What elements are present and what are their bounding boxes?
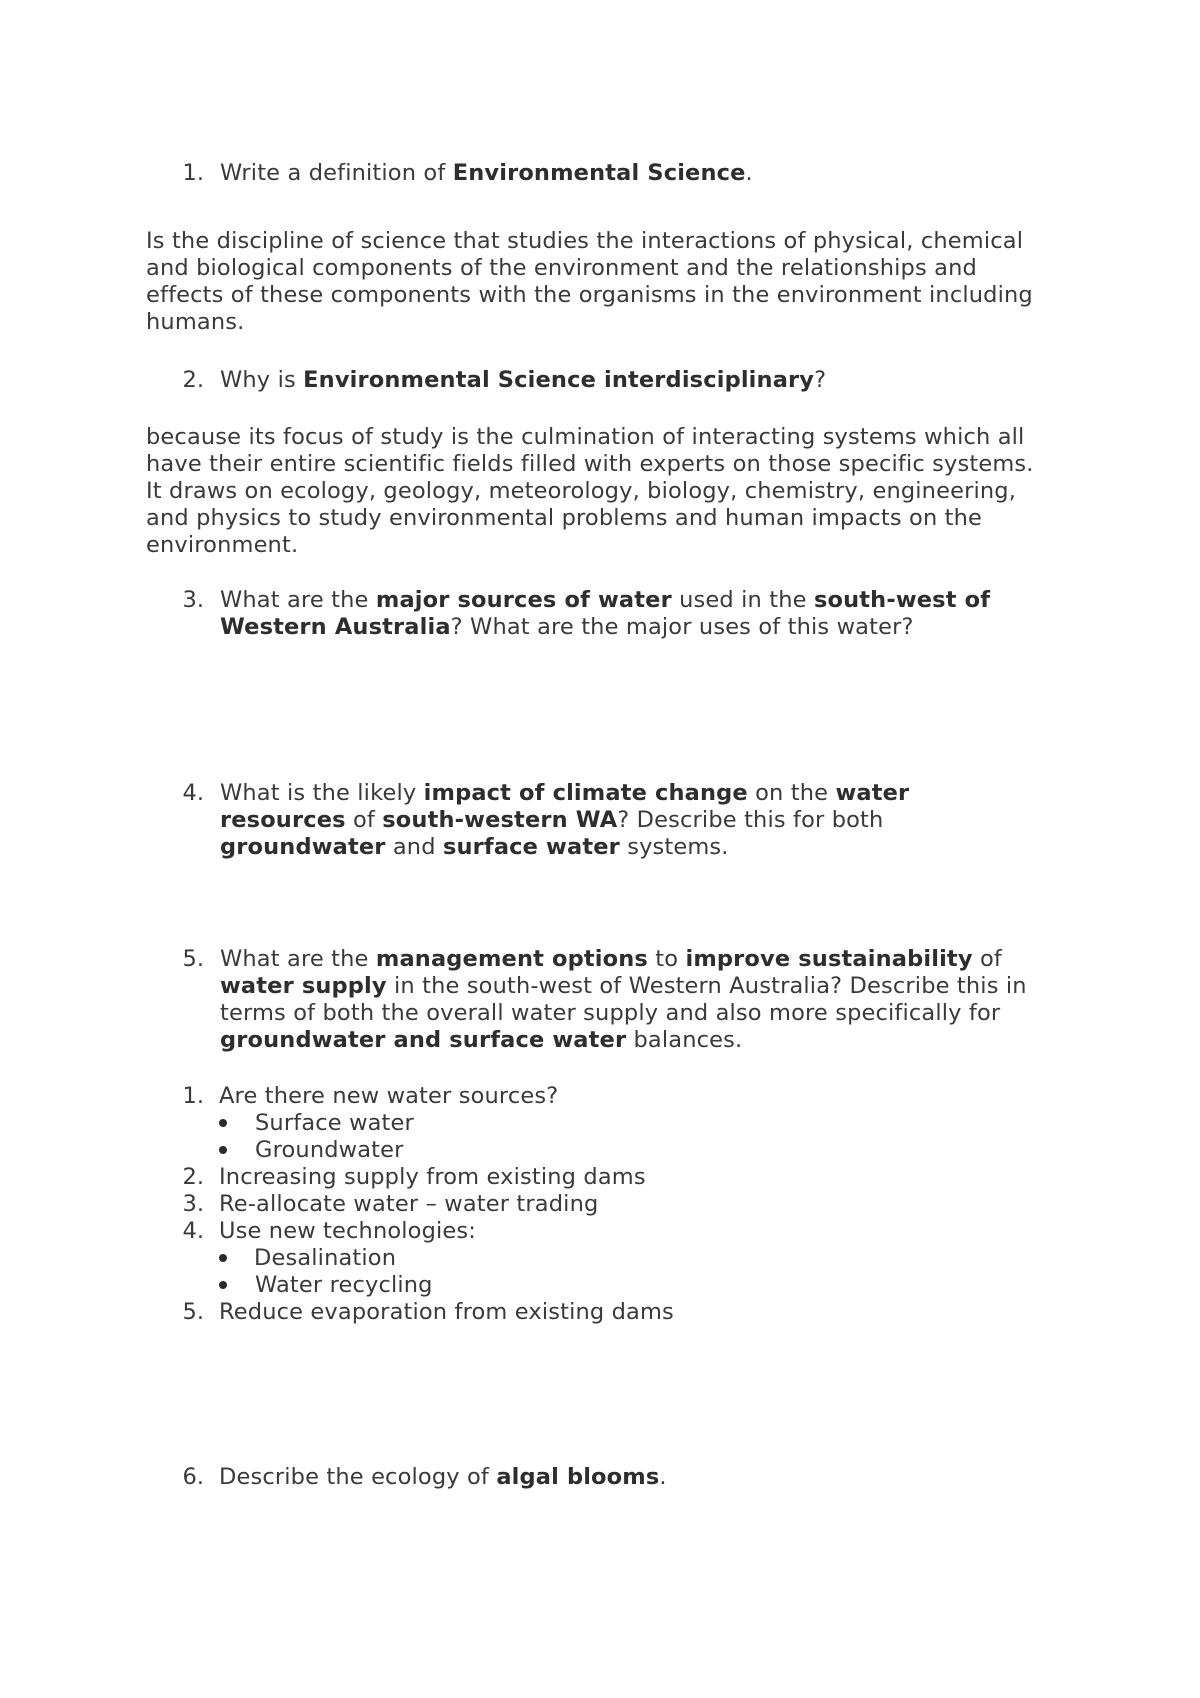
- question-number: 4.: [182, 780, 204, 806]
- answer-line: because its focus of study is the culmination of interacting systems which all: [146, 424, 1025, 450]
- answer-line: and biological components of the environment and the relationships and: [146, 255, 977, 281]
- question-number: 2.: [182, 367, 204, 393]
- answer-line: Is the discipline of science that studies the interactions of physical, chemical: [146, 228, 1024, 254]
- bullet-icon: [219, 1119, 227, 1127]
- sub-list-item: Groundwater: [255, 1137, 404, 1163]
- question-text: Why is Environmental Science interdisciplinary?: [220, 367, 827, 393]
- question-number: 5.: [182, 946, 204, 972]
- answer-line: It draws on ecology, geology, meteorology, biology, chemistry, engineering,: [146, 478, 1017, 504]
- list-number: 1.: [182, 1083, 204, 1109]
- answer-line: and physics to study environmental problems and human impacts on the: [146, 505, 983, 531]
- bullet-icon: [219, 1254, 227, 1262]
- list-number: 5.: [182, 1299, 204, 1325]
- question-text: Western Australia? What are the major uses of this water?: [220, 614, 914, 640]
- sub-list-item: Water recycling: [255, 1272, 433, 1298]
- list-number: 4.: [182, 1218, 204, 1244]
- question-number: 3.: [182, 587, 204, 613]
- question-number: 6.: [182, 1464, 204, 1490]
- sub-list-item: Desalination: [254, 1245, 397, 1271]
- question-text: Describe the ecology of algal blooms.: [219, 1464, 667, 1490]
- answer-line: effects of these components with the organisms in the environment including: [146, 282, 1033, 308]
- list-number: 3.: [182, 1191, 204, 1217]
- list-item: Increasing supply from existing dams: [219, 1164, 646, 1190]
- question-text: What are the management options to improve sustainability of: [220, 946, 1002, 972]
- question-text: resources of south-western WA? Describe this for both: [220, 807, 884, 833]
- list-item: Use new technologies:: [219, 1218, 477, 1244]
- question-text: water supply in the south-west of Western Australia? Describe this in: [220, 973, 1027, 999]
- answer-line: have their entire scientific fields filled with experts on those specific systems.: [146, 451, 1034, 477]
- question-text: Write a definition of Environmental Science.: [220, 160, 753, 186]
- question-text: groundwater and surface water balances.: [220, 1027, 743, 1053]
- question-text: What are the major sources of water used in the south-west of: [220, 587, 991, 613]
- question-text: What is the likely impact of climate change on the water: [220, 780, 910, 806]
- bullet-icon: [219, 1281, 227, 1289]
- question-text: terms of both the overall water supply and also more specifically for: [220, 1000, 1001, 1026]
- list-item: Reduce evaporation from existing dams: [219, 1299, 674, 1325]
- list-item: Are there new water sources?: [219, 1083, 559, 1109]
- question-text: groundwater and surface water systems.: [220, 834, 729, 860]
- list-item: Re-allocate water – water trading: [219, 1191, 599, 1217]
- list-number: 2.: [182, 1164, 204, 1190]
- sub-list-item: Surface water: [255, 1110, 414, 1136]
- answer-line: humans.: [146, 309, 245, 335]
- bullet-icon: [219, 1146, 227, 1154]
- answer-line: environment.: [146, 532, 299, 558]
- question-number: 1.: [182, 160, 204, 186]
